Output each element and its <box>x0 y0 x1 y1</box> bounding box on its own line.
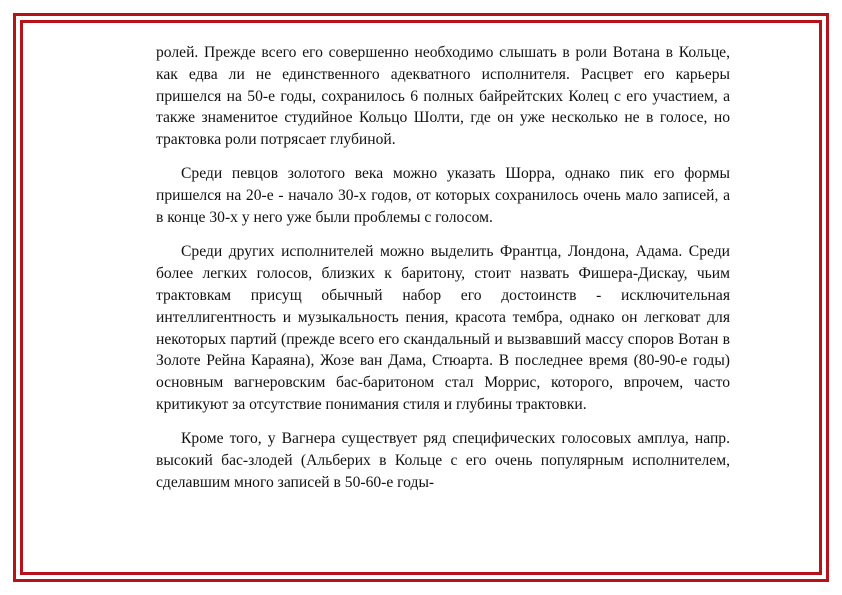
paragraph-1: ролей. Прежде всего его совершенно необходимо слышать в роли Вотана в Кольце, как едва ли не единственного адекватного исполнителя. Расцвет его карьеры пришелся на 50-е годы, сохранилось 6 полных байрейтских Колец с его участием, а также знаменитое студийное Кольцо Шолти, где он уже несколько не в голосе, но трактовка роли потрясает глубиной. <box>156 44 730 149</box>
paragraph-2: Среди певцов золотого века можно указать Шорра, однако пик его формы пришелся на 20-е - начало 30-х годов, от которых сохранилось очень мало записей, а в конце 30-х у него уже были проблемы с голосом. <box>156 165 730 227</box>
paragraph-3: Среди других исполнителей можно выделить Франтца, Лондона, Адама. Среди более легких голосов, близких к баритону, стоит назвать Фишера-Дискау, чьим трактовкам присущ обычный набор его достоинств - исключительная интеллигентность и музыкальность пения, красота тембра, однако он легковат для некоторых партий (прежде всего его скандальный и вызвавший массу споров Вотан в Золоте Рейна Караяна), Жозе ван Дама, Стюарта. В последнее время (80-90-е годы) основным вагнеровским бас-баритоном стал Моррис, которого, впрочем, часто критикуют за отсутствие понимания стиля и глубины трактовки. <box>156 243 730 413</box>
document-body <box>156 42 730 506</box>
paragraph-4: Кроме того, у Вагнера существует ряд специфических голосовых амплуа, напр. высокий бас-злодей (Альберих в Кольце с его очень популярным исполнителем, сделавшим много записей в 50-60-е годы- <box>156 430 730 491</box>
